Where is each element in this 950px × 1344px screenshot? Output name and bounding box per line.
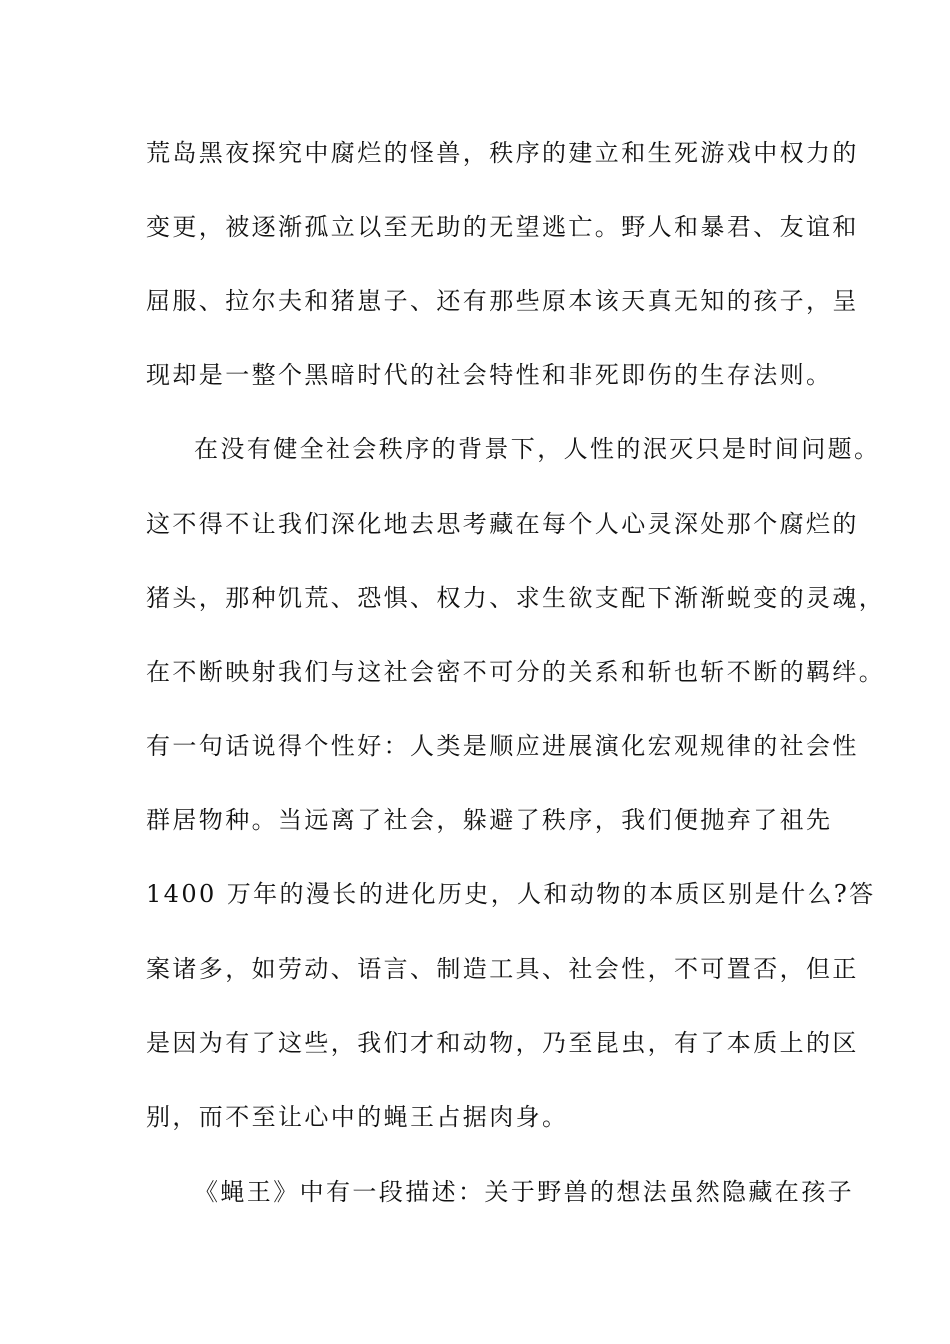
text-line: 别，而不至让心中的蝇王占据肉身。: [146, 1103, 569, 1131]
text-line: 在不断映射我们与这社会密不可分的关系和斩也斩不断的羁绊。: [146, 658, 886, 686]
text-line: 案诸多，如劳动、语言、制造工具、社会性，不可置否，但正: [146, 955, 859, 983]
text-line: 是因为有了这些，我们才和动物，乃至昆虫，有了本质上的区: [146, 1029, 859, 1057]
text-line: 猪头，那种饥荒、恐惧、权力、求生欲支配下渐渐蜕变的灵魂，: [146, 584, 886, 612]
text-line: 有一句话说得个性好：人类是顺应进展演化宏观规律的社会性: [146, 732, 859, 760]
paragraph-first-line: 《蝇王》中有一段描述：关于野兽的想法虽然隐藏在孩子: [194, 1178, 854, 1206]
text-line: 变更，被逐渐孤立以至无助的无望逃亡。野人和暴君、友谊和: [146, 213, 859, 241]
text-line: 现却是一整个黑暗时代的社会特性和非死即伤的生存法则。: [146, 361, 833, 389]
text-line: 群居物种。当远离了社会，躲避了秩序，我们便抛弃了祖先: [146, 806, 833, 834]
text-line: 荒岛黑夜探究中腐烂的怪兽，秩序的建立和生死游戏中权力的: [146, 139, 859, 167]
paragraph-first-line: 在没有健全社会秩序的背景下，人性的泯灭只是时间问题。: [194, 435, 881, 463]
text-line: 这不得不让我们深化地去思考藏在每个人心灵深处那个腐烂的: [146, 510, 859, 538]
text-line: 屈服、拉尔夫和猪崽子、还有那些原本该天真无知的孩子，呈: [146, 287, 859, 315]
text-line: 1400 万年的漫长的进化历史，人和动物的本质区别是什么?答: [146, 880, 876, 908]
